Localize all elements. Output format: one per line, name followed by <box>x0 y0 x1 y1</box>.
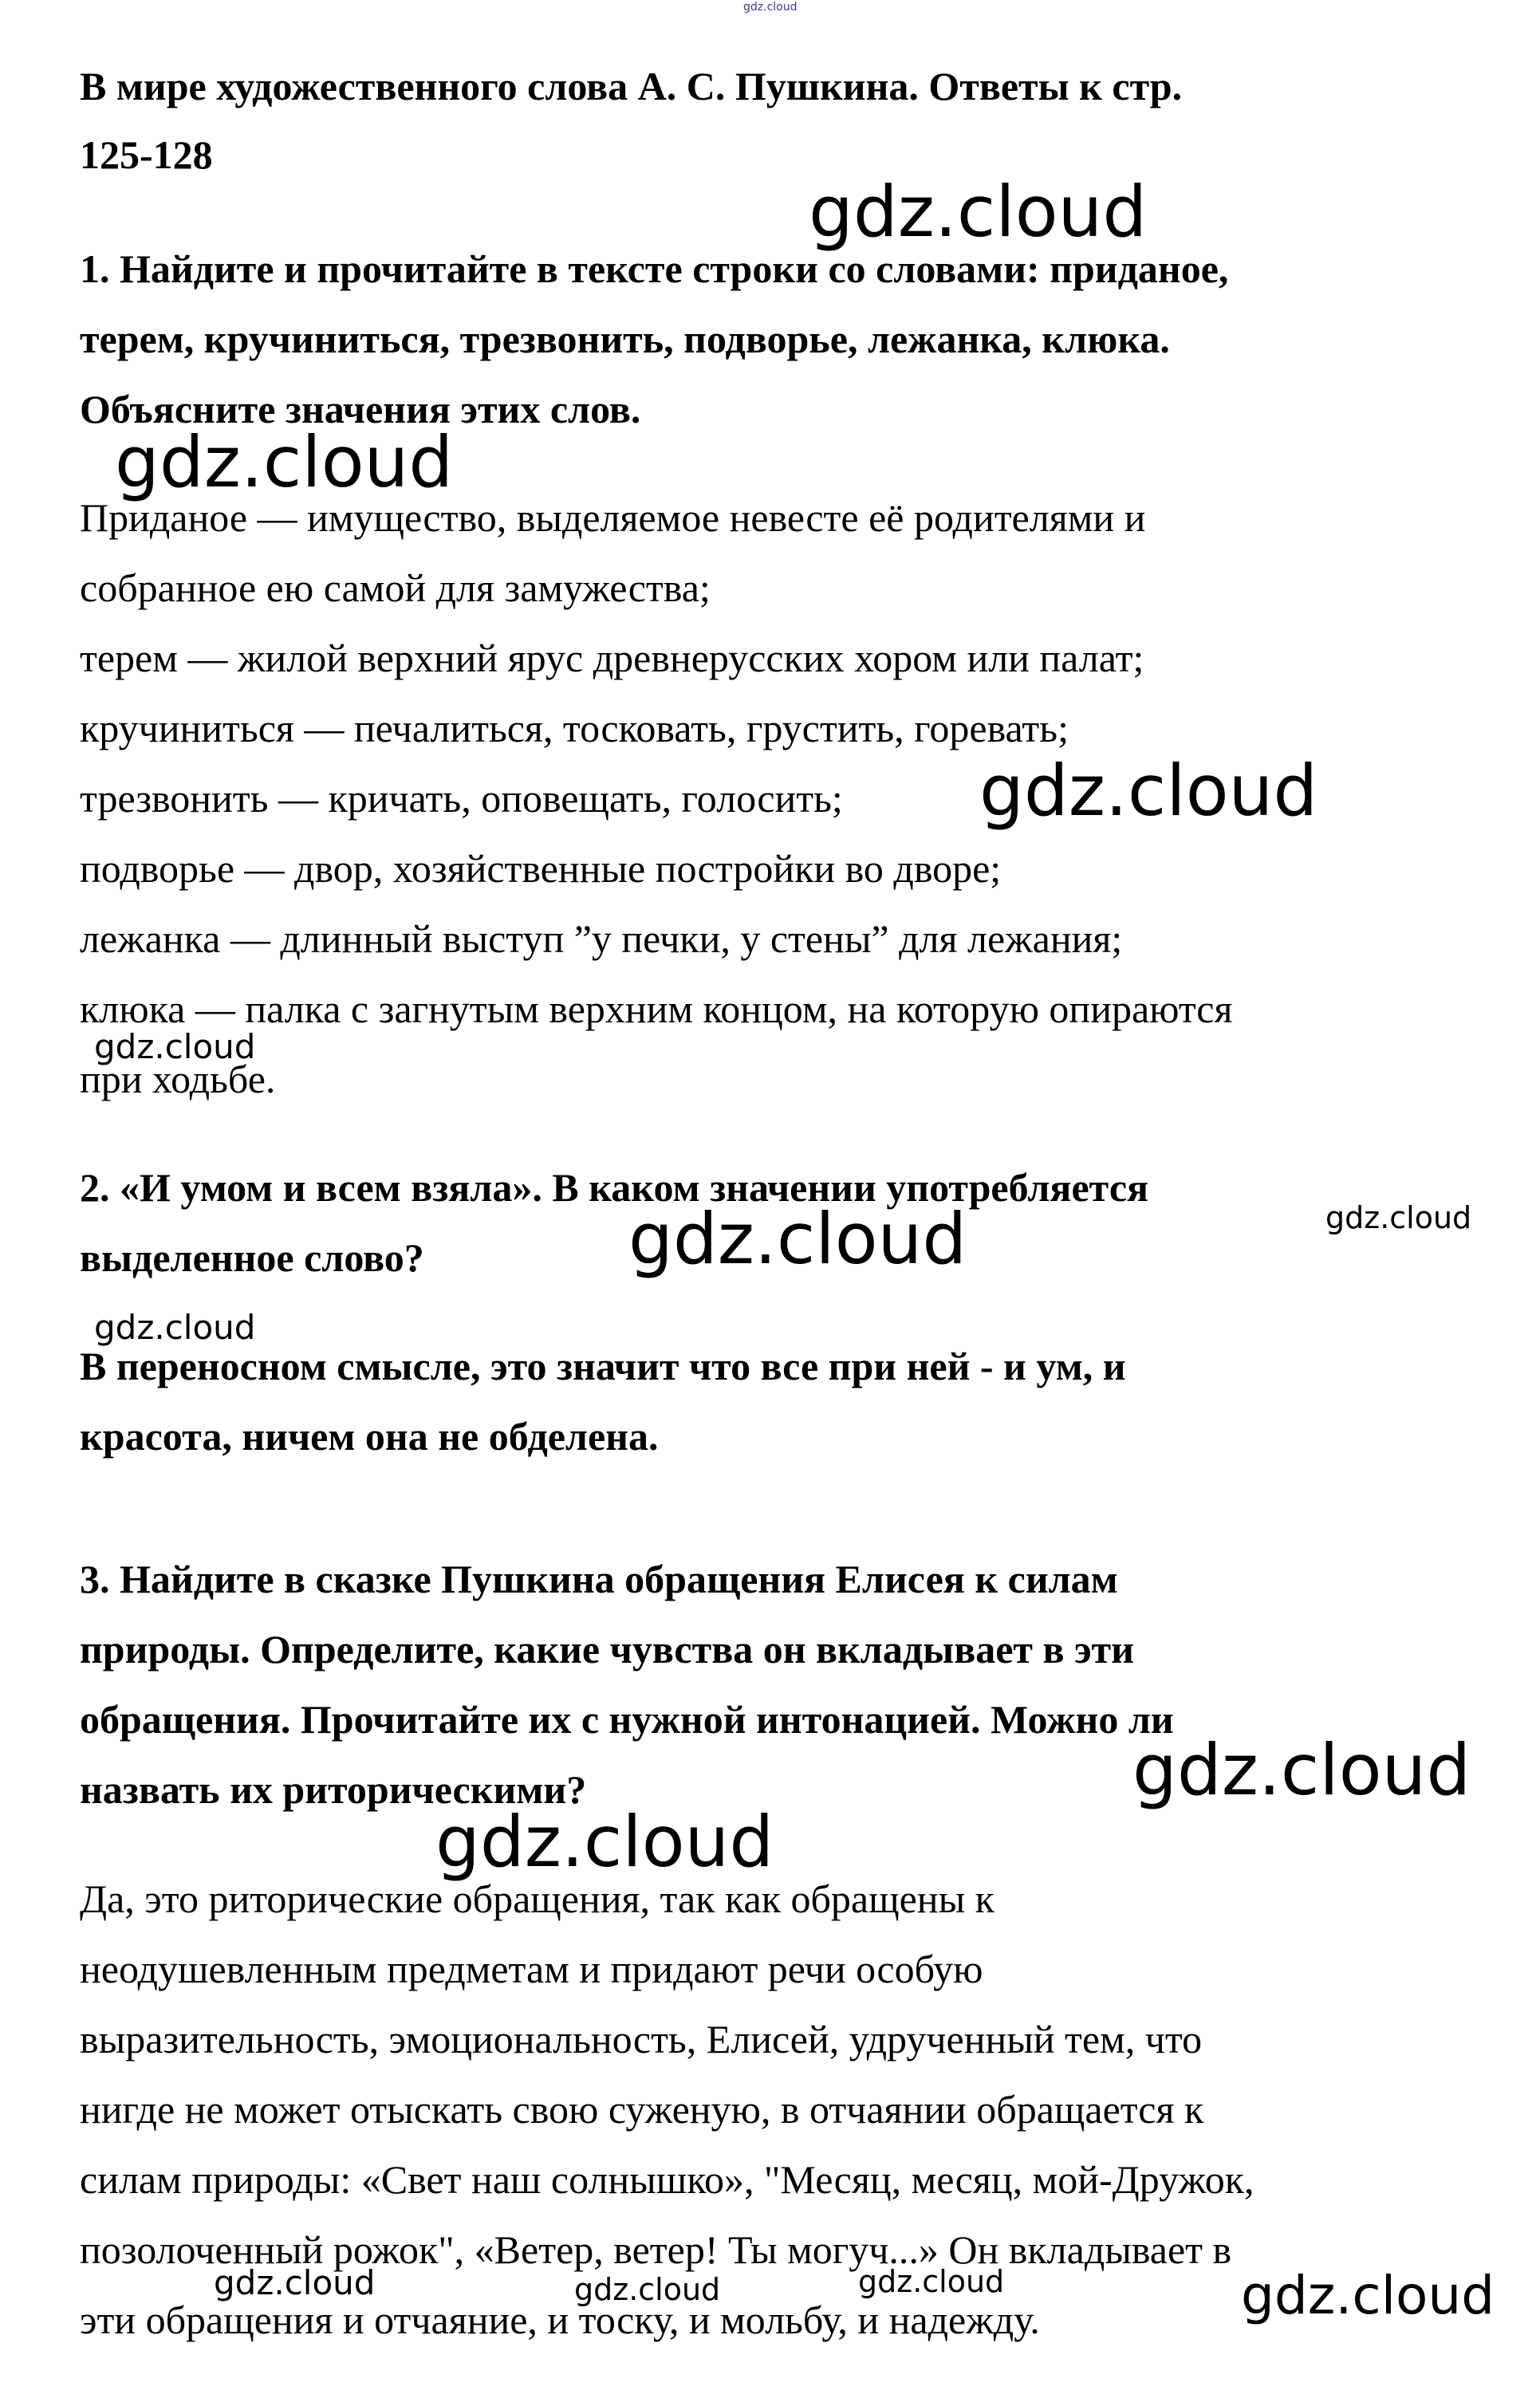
question-1-line-1: 1. Найдите и прочитайте в тексте строки со словами: приданое, <box>80 246 1229 291</box>
answer-1-line-7: лежанка — длинный выступ ”у печки, у стены” для лежания; <box>80 916 1123 961</box>
watermark: gdz.cloud <box>115 421 454 503</box>
answer-1-line-4: кручиниться — печалиться, тосковать, грустить, горевать; <box>80 706 1069 750</box>
answer-3-line-2: неодушевленным предметам и придают речи особую <box>80 1947 983 1991</box>
answer-3-line-7: эти обращения и отчаяние, и тоску, и мольбу, и надежду. <box>80 2298 1040 2342</box>
question-1-line-2: терем, кручиниться, трезвонить, подворье, лежанка, клюка. <box>80 317 1170 361</box>
answer-2-line-1: В переносном смысле, это значит что все при ней - и ум, и <box>80 1344 1126 1388</box>
question-3-line-3: обращения. Прочитайте их с нужной интонацией. Можно ли <box>80 1697 1174 1742</box>
watermark: gdz.cloud <box>628 1198 967 1280</box>
question-2-line-1: 2. «И умом и всем взяла». В каком значении употребляется <box>80 1165 1149 1210</box>
answer-1-line-6: подворье — двор, хозяйственные постройки во дворе; <box>80 846 1002 891</box>
watermark: gdz.cloud <box>1241 2265 1495 2326</box>
page-title-line-1: В мире художественного слова А. С. Пушкина. Ответы к стр. <box>80 64 1183 108</box>
watermark: gdz.cloud <box>1325 1200 1472 1235</box>
answer-2-line-2: красота, ничем она не обделена. <box>80 1414 659 1459</box>
answer-3-line-5: силам природы: «Свет наш солнышко», "Месяц, месяц, мой-Дружок, <box>80 2157 1254 2202</box>
answer-3-line-1: Да, это риторические обращения, так как обращены к <box>80 1876 995 1921</box>
watermark: gdz.cloud <box>435 1801 774 1883</box>
answer-3-line-6: позолоченный рожок", «Ветер, ветер! Ты могуч...» Он вкладывает в <box>80 2227 1232 2272</box>
question-3-line-2: природы. Определите, какие чувства он вкладывает в эти <box>80 1627 1134 1672</box>
watermark: gdz.cloud <box>809 171 1148 253</box>
answer-1-line-9: при ходьбе. <box>80 1057 276 1101</box>
answer-1-line-2: собранное ею самой для замужества; <box>80 565 711 610</box>
question-2-line-2: выделенное слово? <box>80 1235 424 1280</box>
answer-1-line-1: Приданое — имущество, выделяемое невесте её родителями и <box>80 495 1146 540</box>
question-1-line-3: Объясните значения этих слов. <box>80 387 641 431</box>
top-watermark: gdz.cloud <box>743 1 798 14</box>
watermark: gdz.cloud <box>574 2272 721 2307</box>
question-3-line-4: назвать их риторическими? <box>80 1767 587 1812</box>
watermark: gdz.cloud <box>94 1308 256 1347</box>
watermark: gdz.cloud <box>1132 1729 1471 1811</box>
watermark: gdz.cloud <box>979 750 1318 832</box>
answer-1-line-5: трезвонить — кричать, оповещать, голосить; <box>80 776 843 821</box>
question-3-line-1: 3. Найдите в сказке Пушкина обращения Елисея к силам <box>80 1557 1118 1601</box>
answer-3-line-3: выразительность, эмоциональность, Елисей, удрученный тем, что <box>80 2017 1203 2061</box>
watermark: gdz.cloud <box>858 2264 1005 2299</box>
answer-1-line-3: терем — жилой верхний ярус древнерусских хором или палат; <box>80 636 1144 680</box>
answer-3-line-4: нигде не может отыскать свою суженую, в отчаянии обращается к <box>80 2087 1204 2132</box>
watermark: gdz.cloud <box>214 2263 376 2302</box>
watermark: gdz.cloud <box>94 1027 256 1066</box>
page-title-line-2: 125-128 <box>80 132 213 177</box>
answer-1-line-8: клюка — палка с загнутым верхним концом, на которую опираются <box>80 986 1233 1031</box>
